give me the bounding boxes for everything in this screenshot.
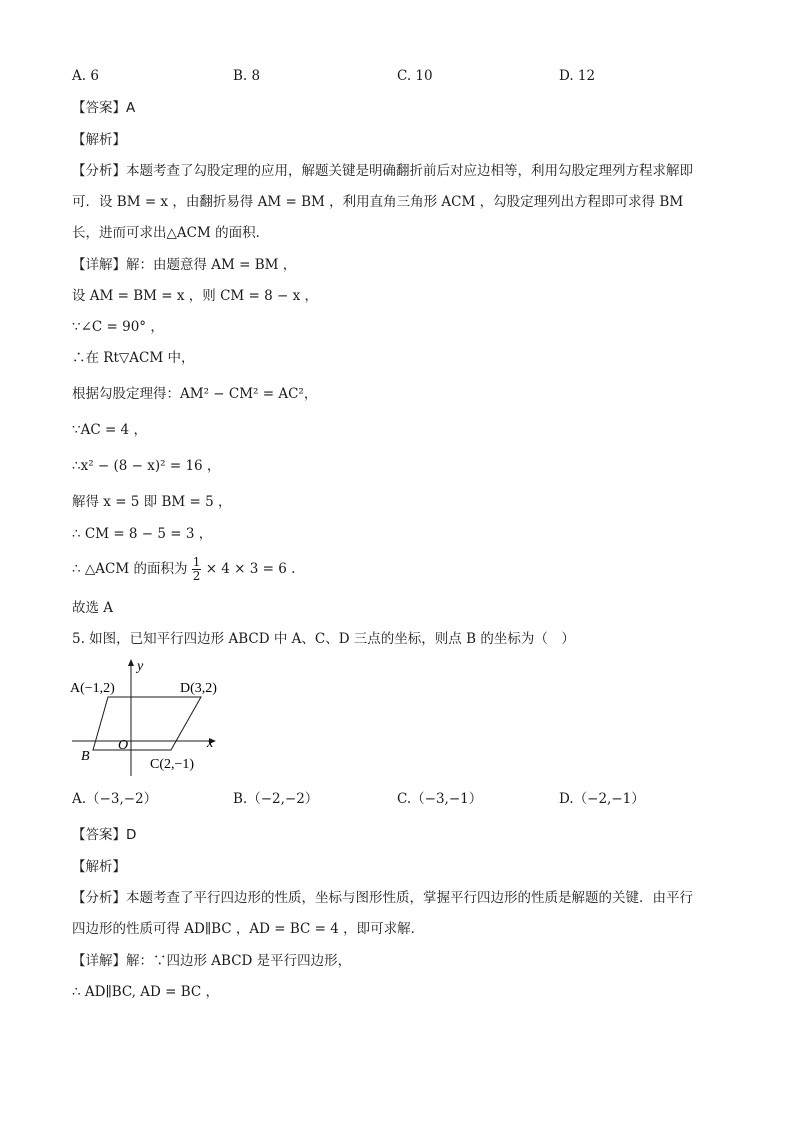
parallelogram-abcd <box>93 697 201 750</box>
q4-detail-line-8: 解得 x = 5 即 BM = 5 ， <box>72 494 232 510</box>
q4-detail-line-6: ∵AC = 4 ， <box>72 422 147 438</box>
q5-detail-line-1: 【详解】解：∵四边形 ABCD 是平行四边形， <box>72 953 352 969</box>
q4-detail-line-7: ∴x² − (8 − x)² = 16 ， <box>72 458 221 474</box>
q4-fenxi-line-2: 可．设 BM = x ，由翻折易得 AM = BM ，利用直角三角形 ACM ，勾股定理列出方程即可求得 BM <box>72 194 684 210</box>
q4-fenxi-line-3: 长，进而可求出△ACM 的面积． <box>72 225 270 241</box>
label-c: C(2,−1) <box>150 757 195 772</box>
q4-area-suffix: × 4 × 3 = 6 . <box>205 561 296 577</box>
q4-area-fraction-numerator: 1 <box>192 555 201 569</box>
y-axis-arrow <box>128 659 134 666</box>
q4-conclusion: 故选 A <box>72 600 114 616</box>
q4-option-d: D. 12 <box>559 68 596 84</box>
q5-option-c: C.（−3,−1） <box>397 791 483 807</box>
label-o: O <box>118 738 129 753</box>
q4-option-a: A. 6 <box>72 68 99 84</box>
q4-answer: 【答案】A <box>72 100 136 116</box>
label-x: x <box>207 736 214 751</box>
q5-option-a: A.（−3,−2） <box>72 791 158 807</box>
q5-option-d: D.（−2,−1） <box>559 791 645 807</box>
q4-detail-line-5: 根据勾股定理得：AM² − CM² = AC²， <box>72 386 318 402</box>
label-d: D(3,2) <box>180 681 217 696</box>
q4-detail-line-1: 【详解】解：由题意得 AM = BM ， <box>72 257 297 273</box>
q4-area-fraction <box>192 556 202 583</box>
q4-detail-line-2: 设 AM = BM = x ，则 CM = 8 − x ， <box>72 288 319 304</box>
q5-fenxi-line-2: 四边形的性质可得 AD∥BC ，AD = BC = 4 ，即可求解． <box>72 921 425 937</box>
q5-figure <box>66 656 236 778</box>
label-y: y <box>137 659 144 674</box>
q4-option-c: C. 10 <box>397 68 433 84</box>
q4-fenxi-line-1: 【分析】本题考查了勾股定理的应用，解题关键是明确翻折前后对应边相等，利用勾股定理列方程求解即 <box>72 163 693 179</box>
q4-analysis-heading: 【解析】 <box>72 132 126 148</box>
q4-area-prefix: ∴ △ACM 的面积为 <box>72 561 188 577</box>
label-b: B <box>81 749 90 764</box>
q5-fenxi-line-1: 【分析】本题考查了平行四边形的性质，坐标与图形性质，掌握平行四边形的性质是解题的关键．由平行 <box>72 890 693 906</box>
q5-analysis-heading: 【解析】 <box>72 859 126 875</box>
q4-detail-line-4: ∴在 Rt▽ACM 中， <box>72 350 195 366</box>
q5-answer: 【答案】D <box>72 827 137 843</box>
q4-area-fraction-denominator: 2 <box>192 569 201 583</box>
label-a: A(−1,2) <box>70 681 115 696</box>
q4-detail-line-3: ∵∠C = 90° ， <box>72 319 164 335</box>
q4-detail-line-9: ∴ CM = 8 − 5 = 3 ， <box>72 526 213 542</box>
q4-area-line <box>72 554 295 584</box>
q4-option-b: B. 8 <box>233 68 261 84</box>
q5-option-b: B.（−2,−2） <box>233 791 319 807</box>
q5-question: 5. 如图，已知平行四边形 ABCD 中 A、C、D 三点的坐标，则点 B 的坐标为（ ） <box>72 631 575 647</box>
q5-detail-line-2: ∴ AD∥BC, AD = BC ， <box>72 984 220 1000</box>
